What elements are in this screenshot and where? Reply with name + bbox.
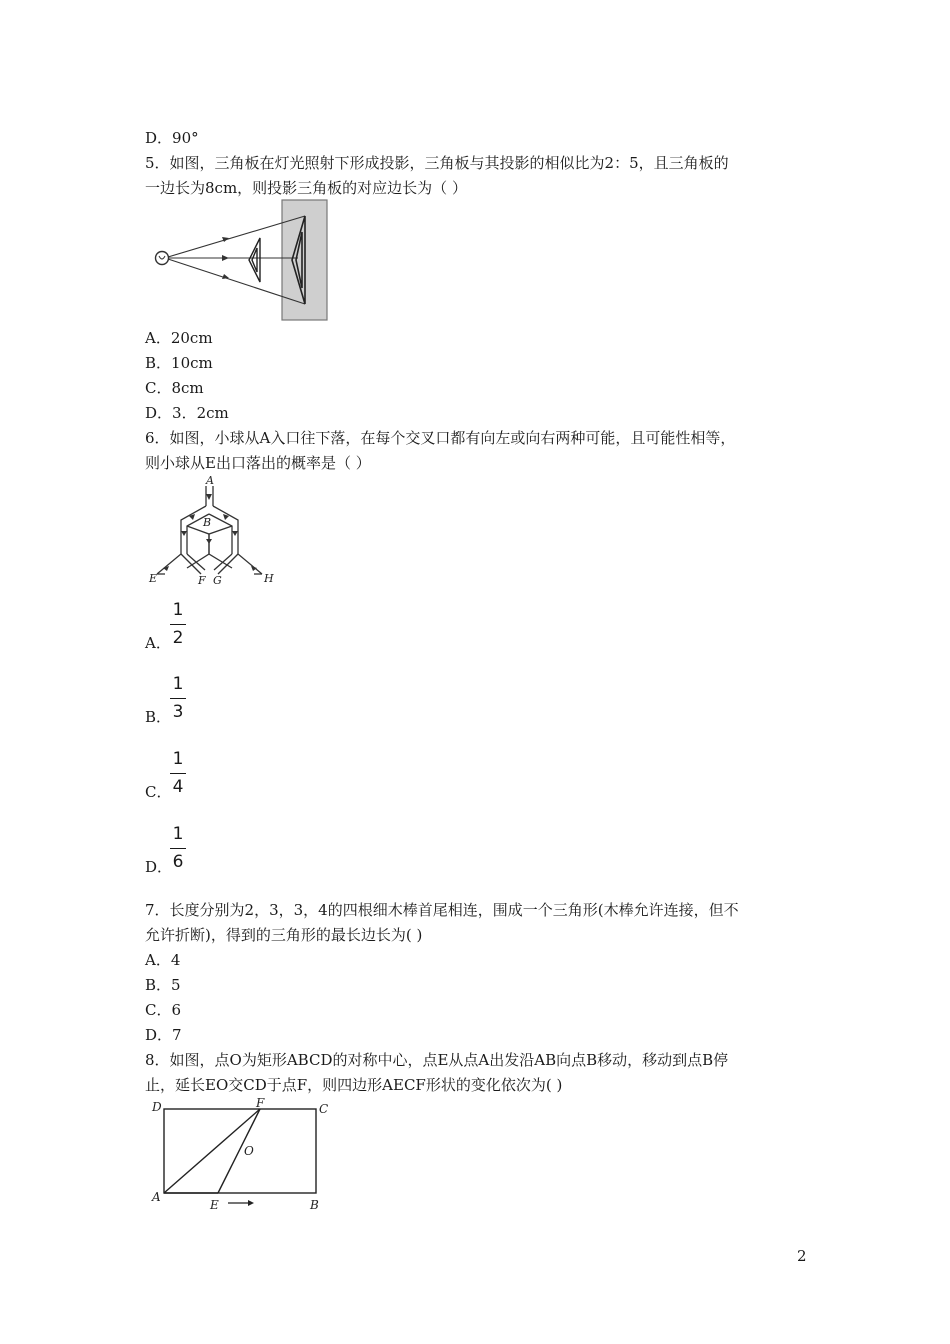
q6-label-f: F [198,574,206,586]
lightbulb-icon [156,252,169,265]
q5-triangle-plate [249,238,260,282]
q5-option-c: C．8cm [145,379,204,397]
q6-label-g: G [213,574,222,586]
q6-label-h: H [264,572,274,585]
q6-label-a: A [206,474,214,487]
q5-option-b: B．10cm [145,354,213,372]
q8-label-a: A [152,1190,161,1204]
fraction-bar [170,773,186,774]
q6-option-d-numerator: 1 [172,824,184,844]
q8-text-line1: 8．如图，点O为矩形ABCD的对称中心，点E从点A出发沿AB向点B移动，移动到点B停 [145,1051,729,1069]
q7-text-line1: 7．长度分别为2，3，3，4的四根细木棒首尾相连，围成一个三角形(木棒允许连接，但不 [145,901,739,919]
q6-label-b: B [203,516,212,529]
q6-option-d-fraction [170,824,186,872]
q8-label-d: D [152,1100,162,1114]
q6-text-line2: 则小球从E出口落出的概率是（ ） [145,454,371,472]
fraction-bar [170,848,186,849]
q6-option-d-denominator: 6 [172,852,184,873]
q8-label-f: F [256,1097,265,1110]
q6-option-c-letter: C． [145,783,172,801]
q8-label-o: O [244,1144,254,1158]
q7-text-line2: 允许折断)，得到的三角形的最长边长为( ) [145,926,423,944]
q6-option-b-fraction [170,674,186,722]
q6-option-a-letter: A． [145,634,171,652]
q8-rectangle-figure [148,1097,334,1213]
q6-option-d-letter: D． [145,858,173,876]
q6-direction-arrows [163,494,257,571]
q6-option-b-denominator: 3 [172,702,184,723]
q6-channel-lines [157,486,262,574]
q4-option-d: D．90° [145,129,199,147]
fraction-bar [170,698,186,699]
q7-option-d: D．7 [145,1026,182,1044]
q7-option-c: C．6 [145,1001,182,1019]
q5-ray-arrows [222,237,229,279]
arrow-right-icon [228,1200,254,1206]
q5-option-d: D．3．2cm [145,404,229,422]
q8-label-b: B [310,1198,319,1212]
q7-option-a: A．4 [145,951,181,969]
q6-label-e: E [149,572,158,585]
q8-label-c: C [319,1102,329,1116]
q5-text-line1: 5．如图，三角板在灯光照射下形成投影，三角板与其投影的相似比为2：5，且三角板的 [145,154,729,172]
q5-projection-figure [145,198,330,323]
q6-option-a-denominator: 2 [172,628,184,649]
q6-option-c-denominator: 4 [172,777,184,798]
q8-geometry-lines [164,1109,316,1193]
q6-option-b-numerator: 1 [172,674,184,694]
fraction-bar [170,624,186,625]
q8-label-e: E [210,1198,219,1212]
q8-text-line2: 止，延长EO交CD于点F，则四边形AECF形状的变化依次为( ) [145,1076,563,1094]
q6-ball-path-figure [145,474,280,586]
page-number: 2 [797,1247,807,1265]
q7-option-b: B．5 [145,976,181,994]
q6-option-b-letter: B． [145,708,172,726]
q5-text-line2: 一边长为8cm，则投影三角板的对应边长为（ ） [145,179,467,197]
q6-text-line1: 6．如图，小球从A入口往下落，在每个交叉口都有向左或向右两种可能，且可能性相等， [145,429,736,447]
q5-option-a: A．20cm [145,329,213,347]
q6-option-c-fraction [170,749,186,797]
q6-option-c-numerator: 1 [172,749,184,769]
q6-option-a-numerator: 1 [172,600,184,620]
q6-option-a-fraction [170,600,186,648]
